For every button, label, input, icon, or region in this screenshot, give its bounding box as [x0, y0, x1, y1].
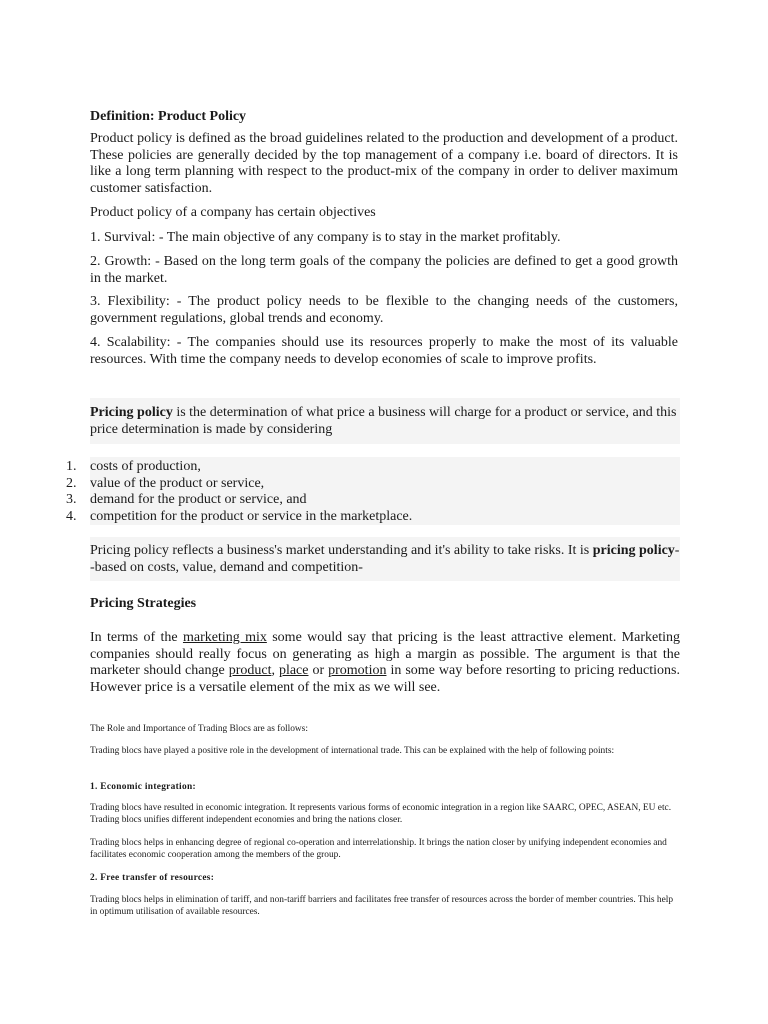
text-run: In terms of the — [90, 630, 183, 645]
pricing-policy-definition — [90, 398, 680, 444]
summary-text-end: --based on costs, value, demand and competition- — [90, 543, 680, 575]
pricing-factors-list — [62, 459, 680, 525]
pricing-policy-summary — [90, 537, 680, 581]
economic-integration-heading: 1. Economic integration: — [90, 782, 196, 792]
objective-scalability: 4. Scalability: - The companies should use its resources properly to make the most of its valuable resources. With time the company needs to develop economies of scale to improve profits. — [90, 335, 678, 367]
product-link[interactable]: product — [228, 663, 272, 678]
product-policy-heading: Definition: Product Policy — [90, 109, 247, 124]
text-run: , — [271, 663, 279, 678]
objective-growth: 2. Growth: - Based on the long term goals of the company the policies are defined to get a good growth in the market. — [90, 254, 678, 286]
pricing-strategies-paragraph — [90, 630, 680, 696]
list-number: 1. — [66, 459, 77, 474]
list-text: value of the product or service, — [90, 475, 265, 491]
trading-blocs-intro: Trading blocs have played a positive role in the development of international trade. This can be explained with the help of following points: — [90, 746, 615, 756]
economic-integration-p1: Trading blocs have resulted in economic integration. It represents various forms of economic integration in a region like SAARC, OPEC, ASEAN, EU etc. Trading blocs unifies different independent economies and bring the nations closer. — [90, 803, 672, 825]
list-item — [62, 459, 680, 476]
list-text: costs of production, — [90, 459, 201, 474]
place-link[interactable]: place — [278, 663, 309, 678]
list-number: 2. — [66, 475, 77, 491]
list-text: competition for the product or service in the marketplace. — [90, 508, 413, 524]
pricing-strategies-heading: Pricing Strategies — [90, 596, 197, 611]
economic-integration-p2: Trading blocs helps in enhancing degree of regional co-operation and interrelationship. It brings the nation closer by unifying independent economies and facilitates economic cooperation among the members of the group. — [90, 838, 667, 860]
objective-flexibility: 3. Flexibility: - The product policy needs to be flexible to the changing needs of the customers, government regulations, global trends and economy. — [90, 294, 678, 326]
list-item — [62, 476, 680, 493]
list-item — [62, 492, 680, 509]
objective-survival: 1. Survival: - The main objective of any company is to stay in the market profitably. — [90, 230, 561, 245]
marketing-mix-link[interactable]: marketing mix — [182, 630, 267, 645]
list-number: 3. — [66, 492, 77, 507]
list-item — [62, 509, 680, 526]
trading-blocs-title: The Role and Importance of Trading Blocs are as follows: — [90, 724, 308, 734]
list-text: demand for the product or service, and — [90, 492, 307, 507]
promotion-link[interactable]: promotion — [328, 663, 387, 678]
text-run: some would say that pricing is the least attractive element. Marketing companies should really focus on generating as high a margin as possible. The argument is that the marketer should change — [90, 630, 680, 678]
summary-text: Pricing policy reflects a business's market understanding and it's ability to take risks. It is — [90, 543, 593, 558]
free-transfer-p3: Trading blocs helps in elimination of tariff, and non-tariff barriers and facilitates free transfer of resources across the border of member countries. This help in optimum utilisation of available resources. — [90, 895, 674, 917]
free-transfer-heading: 2. Free transfer of resources: — [90, 873, 215, 883]
text-run: in some way before resorting to pricing reductions. However price is a versatile element of the mix as we will see. — [90, 663, 680, 695]
objectives-lead: Product policy of a company has certain objectives — [90, 205, 376, 220]
pricing-policy-term: Pricing policy — [90, 405, 173, 420]
summary-bold: pricing policy — [592, 543, 675, 558]
product-policy-intro: Product policy is defined as the broad guidelines related to the production and development of a product. These policies are generally decided by the top management of a company i.e. board of directors. It is like a long term planning with respect to the product-mix of the company in order to deliver maximum customer satisfaction. — [90, 131, 678, 196]
text-run: or — [308, 663, 329, 678]
list-number: 4. — [66, 508, 77, 524]
pricing-policy-definition-text: is the determination of what price a business will charge for a product or service, and this price determination is made by considering — [90, 405, 677, 437]
